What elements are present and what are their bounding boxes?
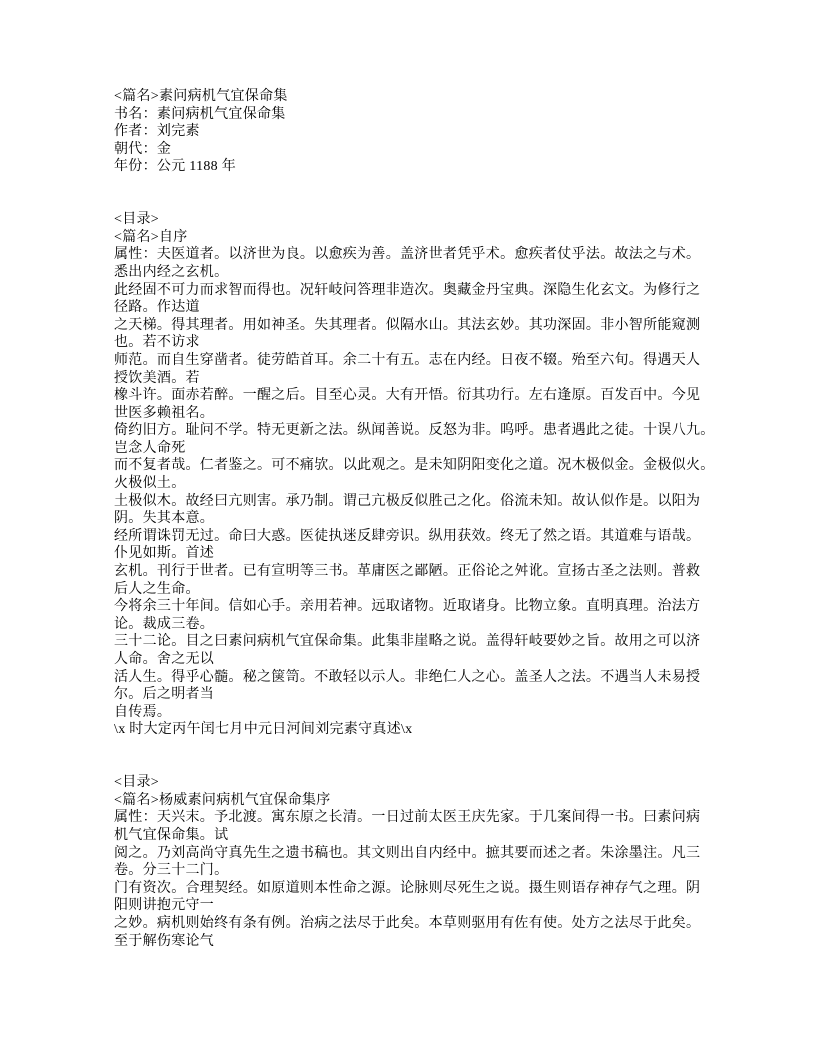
text-line: 阴。失其本意。 bbox=[114, 511, 215, 527]
text-line: <目录> bbox=[114, 775, 159, 791]
text-line: 后人之生命。 bbox=[114, 581, 200, 597]
text-line: 书名：素问病机气宜保命集 bbox=[114, 106, 286, 122]
text-line: 而不复者哉。仁者鉴之。可不痛欤。以此观之。是未知阴阳变化之道。况木极似金。金极似火。 bbox=[114, 458, 715, 474]
text-line: 至于解伤寒论气 bbox=[114, 933, 215, 949]
text-line bbox=[114, 176, 714, 194]
text-line: <篇名>自序 bbox=[114, 229, 188, 245]
text-line: 世医多赖祖名。 bbox=[114, 405, 215, 421]
text-line: 论。裁成三卷。 bbox=[114, 616, 215, 632]
text-line: 活人生。得乎心髓。秘之箧笥。不敢轻以示人。非绝仁人之心。盖圣人之法。不遇当人未易授 bbox=[114, 669, 701, 685]
text-line: 此经固不可力而求智而得也。况轩岐问答理非造次。奥藏金丹宝典。深隐生化玄文。为修行之 bbox=[114, 282, 701, 298]
text-line: 机气宜保命集。试 bbox=[114, 827, 229, 843]
text-line bbox=[114, 194, 714, 212]
text-line: <目录> bbox=[114, 212, 159, 228]
text-line: 之天梯。得其理者。用如神圣。失其理者。似隔水山。其法玄妙。其功深固。非小智所能窥测 bbox=[114, 317, 701, 333]
text-line: 年份：公元 1188 年 bbox=[114, 159, 237, 175]
text-line: 朝代：金 bbox=[114, 141, 172, 157]
text-line: 玄机。刊行于世者。已有宣明等三书。革庸医之鄙陋。正俗论之舛讹。宣扬古圣之法则。普救 bbox=[114, 564, 701, 580]
text-line: 属性：天兴末。予北渡。寓东原之长清。一日过前太医王庆先家。于几案间得一书。曰素问病 bbox=[114, 810, 701, 826]
text-line: 阅之。乃刘高尚守真先生之遗书稿也。其文则出自内经中。摭其要而述之者。朱涂墨注。凡三 bbox=[114, 845, 701, 861]
text-line: 也。若不访求 bbox=[114, 335, 200, 351]
text-line: 人命。舍之无以 bbox=[114, 652, 215, 667]
text-line: 经所谓诛罚无过。命曰大惑。医徒执迷反肆旁识。纵用获效。终无了然之语。其道难与语哉。 bbox=[114, 528, 701, 544]
text-line: 火极似土。 bbox=[114, 476, 186, 492]
text-line: 橡斗许。面赤若醉。一醒之后。目至心灵。大有开悟。衍其功行。左右逢原。百发百中。今见 bbox=[114, 388, 701, 404]
text-line: <篇名>杨威素问病机气宜保命集序 bbox=[114, 792, 331, 808]
text-line: 门有资次。合理契经。如原道则本性命之源。论脉则尽死生之说。摄生则语存神存气之理。阴 bbox=[114, 880, 701, 896]
text-line: 卷。分三十二门。 bbox=[114, 863, 229, 879]
text-line: <篇名>素问病机气宜保命集 bbox=[114, 89, 288, 104]
text-line: 授饮美酒。若 bbox=[114, 370, 200, 386]
text-line: \x 时大定丙午闰七月中元日河间刘完素守真述\x bbox=[114, 722, 413, 738]
text-line: 仆见如斯。首述 bbox=[114, 546, 215, 562]
text-line: 之妙。病机则始终有条有例。治病之法尽于此矣。本草则驱用有佐有使。处方之法尽于此矣。 bbox=[114, 915, 701, 931]
text-line: 作者：刘完素 bbox=[114, 124, 200, 140]
text-line: 悉出内经之玄机。 bbox=[114, 264, 229, 280]
text-line bbox=[114, 757, 714, 775]
text-line: 阳则讲抱元守一 bbox=[114, 898, 215, 914]
text-line: 属性：夫医道者。以济世为良。以愈疾为善。盖济世者凭乎术。愈疾者仗乎法。故法之与术。 bbox=[114, 247, 701, 263]
text-line: 师范。而自生穿凿者。徒劳皓首耳。余二十有五。志在内经。日夜不辍。殆至六旬。得遇天人 bbox=[114, 352, 701, 368]
text-line: 三十二论。目之曰素问病机气宜保命集。此集非崖略之说。盖得轩岐要妙之旨。故用之可以济 bbox=[114, 634, 701, 650]
text-line: 土极似木。故经曰亢则害。承乃制。谓己亢极反似胜己之化。俗流未知。故认似作是。以阳为 bbox=[114, 493, 701, 509]
document-text-block bbox=[114, 88, 714, 950]
text-line: 倚约旧方。耻问不学。特无更新之法。纵闻善说。反怒为非。呜呼。患者遇此之徒。十误八九。 bbox=[114, 423, 715, 439]
text-line: 自传焉。 bbox=[114, 704, 172, 720]
text-line bbox=[114, 739, 714, 757]
text-line: 岂念人命死 bbox=[114, 440, 186, 456]
text-line: 今将余三十年间。信如心手。亲用若神。远取诸物。近取诸身。比物立象。直明真理。治法方 bbox=[114, 599, 701, 615]
text-line: 径路。作达道 bbox=[114, 300, 200, 316]
text-line: 尔。后之明者当 bbox=[114, 687, 215, 703]
